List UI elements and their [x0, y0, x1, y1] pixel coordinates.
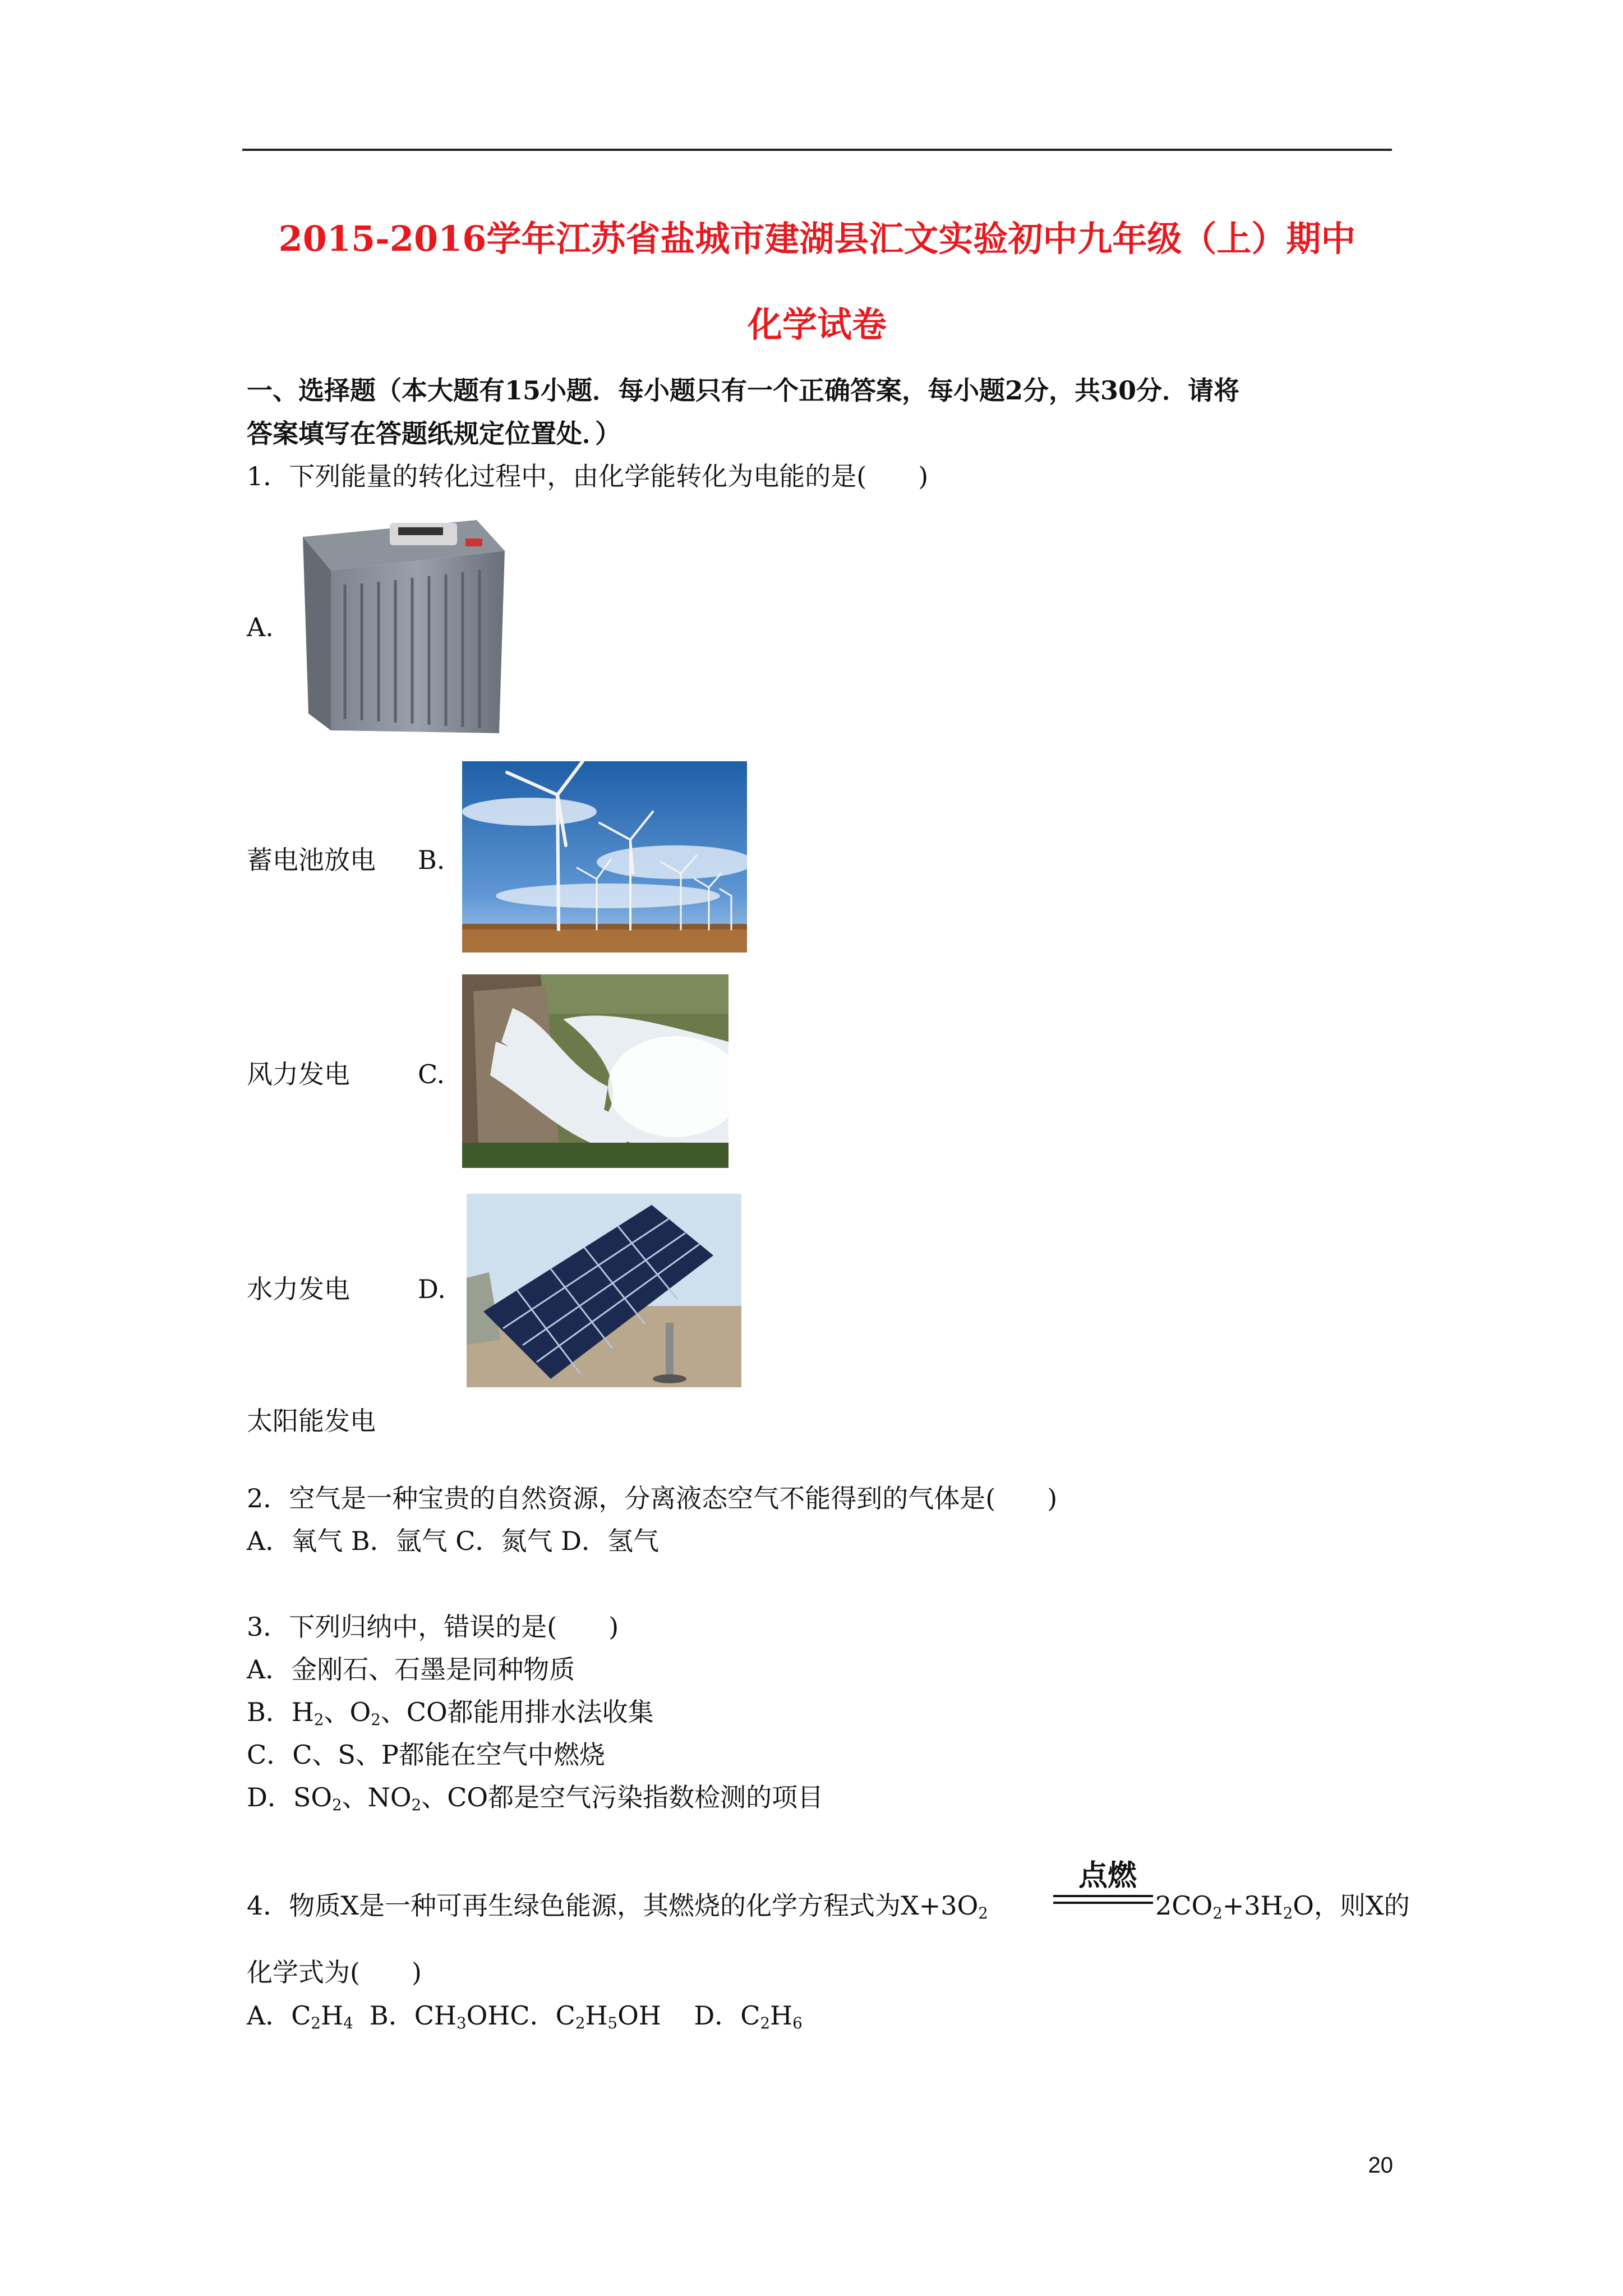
q1-option-a-caption: 蓄电池放电: [247, 845, 376, 875]
equation-bar-top: [1053, 1895, 1153, 1897]
question-4-products: $2CO_2+3H_2O$，则X的: [1155, 1890, 1410, 1922]
q1-option-c-caption: 水力发电: [247, 1274, 350, 1304]
question-4-options: A．$C_2H_4$ B．$CH_3OHC$．$C_2H_5OH$ D．$C_2H_6$: [247, 2000, 803, 2032]
question-2-options: A．氧气 B．氩气 C．氮气 D．氢气: [247, 1526, 659, 1556]
question-2-stem: 2．空气是一种宝贵的自然资源，分离液态空气不能得到的气体是( ): [247, 1483, 1058, 1513]
hydro-dam-photo: [462, 974, 728, 1168]
battery-photo: [292, 512, 513, 737]
q1-option-b-letter: B.: [418, 845, 445, 875]
wind-turbines-photo: [462, 761, 747, 953]
q3-option-d: D．$SO_2$、$NO_2$、CO都是空气污染指数检测的项目: [247, 1782, 824, 1814]
section-heading: 一、选择题（本大题有15小题．每小题只有一个正确答案，每小题2分，共30分．请将: [247, 375, 1240, 406]
page-number: 20: [1368, 2153, 1393, 2178]
header-rule: [242, 149, 1392, 151]
question-1-stem: 1．下列能量的转化过程中，由化学能转化为电能的是( ): [247, 461, 929, 491]
reaction-condition: 点燃: [1078, 1859, 1137, 1893]
q3-option-a: A．金刚石、石墨是同种物质: [247, 1654, 575, 1685]
q1-option-b-caption: 风力发电: [247, 1059, 350, 1089]
solar-panel-photo: [467, 1194, 741, 1387]
q1-option-d-letter: D.: [418, 1274, 446, 1304]
q3-option-b: B．$H_2$、$O_2$、CO都能用排水法收集: [247, 1697, 654, 1729]
equation-bar-bottom: [1053, 1902, 1153, 1904]
q1-option-c-letter: C.: [418, 1059, 445, 1089]
question-4-stem: 4．物质X是一种可再生绿色能源，其燃烧的化学方程式为$X+3O_2$: [247, 1890, 988, 1922]
exam-subtitle: 化学试卷: [747, 304, 887, 345]
q1-option-d-caption: 太阳能发电: [247, 1406, 376, 1436]
question-3-stem: 3．下列归纳中，错误的是( ): [247, 1612, 619, 1642]
question-4-stem-cont: 化学式为( ): [247, 1957, 422, 1987]
section-heading-cont: 答案填写在答题纸规定位置处．）: [247, 418, 621, 449]
q3-option-c: C．C、S、P都能在空气中燃烧: [247, 1740, 605, 1770]
exam-title: 2015-2016学年江苏省盐城市建湖县汇文实验初中九年级（上）期中: [278, 218, 1356, 259]
q1-option-a-letter: A.: [247, 612, 274, 642]
